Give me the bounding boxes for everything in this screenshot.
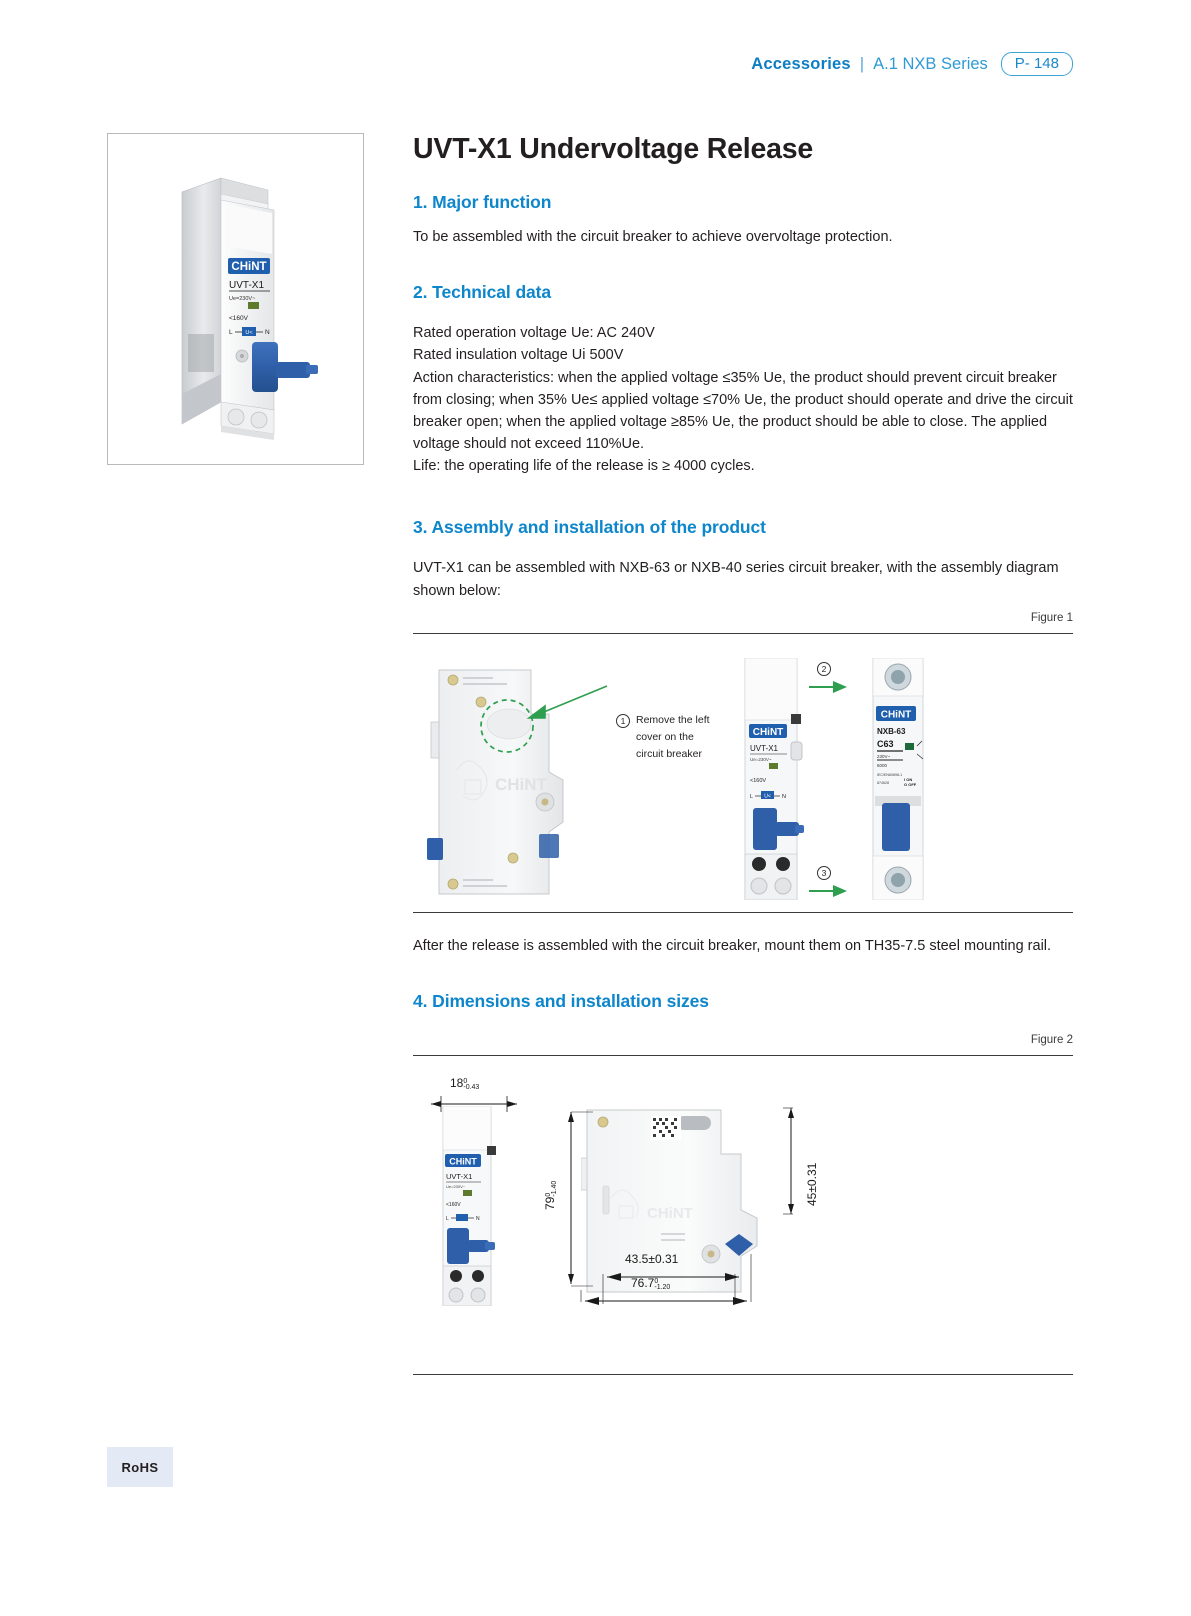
svg-text:CHiNT: CHiNT [231, 261, 267, 273]
figure-2-front-view [435, 1106, 501, 1306]
svg-text:CHiNT: CHiNT [449, 1156, 477, 1167]
after-figure-1-text: After the release is assembled with the circuit breaker, mount them on TH35-7.5 steel mounting rail. [413, 937, 1052, 954]
svg-text:6000: 6000 [877, 762, 888, 768]
figure-2 [413, 1070, 1073, 1360]
header-category: Accessories [751, 54, 851, 73]
page-header [751, 52, 1073, 76]
page-title: UVT-X1 Undervoltage Release [413, 133, 814, 165]
header-series: A.1 NXB Series [873, 54, 988, 73]
svg-text:L: L [750, 793, 754, 800]
dimension-depth-right-arrow [783, 1108, 799, 1218]
svg-text:Ue=230V~: Ue=230V~ [750, 756, 772, 762]
svg-text:I ON: I ON [904, 776, 913, 782]
page-number-badge: P- 148 [1001, 52, 1073, 76]
figure-1-callout-1 [616, 712, 720, 763]
svg-text:UVT-X1: UVT-X1 [446, 1171, 473, 1181]
figure-2-top-rule [413, 1055, 1073, 1056]
dimension-height-arrow [563, 1112, 579, 1287]
header-separator: | [859, 54, 865, 73]
figure-2-label: Figure 2 [1030, 1033, 1073, 1046]
callout-text-1: Remove the left cover on the circuit breaker [636, 713, 710, 760]
svg-text:N: N [782, 793, 786, 800]
svg-text:Ue=230V~: Ue=230V~ [229, 296, 256, 302]
figure-1 [413, 656, 1073, 906]
arrow-right-icon-bottom [809, 884, 849, 898]
figure-1-step-3 [817, 864, 831, 880]
dimension-height-value: 79 [543, 1196, 557, 1210]
dimension-depth-mid-arrow [603, 1270, 743, 1284]
section-3-text: UVT-X1 can be assembled with NXB-63 or NXB-40 series circuit breaker, with the assembly diagram shown below: [413, 560, 1059, 599]
section-heading-4: 4. Dimensions and installation sizes [413, 990, 709, 1011]
callout-number-2: 2 [817, 662, 831, 676]
svg-text:<160V: <160V [446, 1201, 461, 1208]
svg-text:N: N [265, 329, 270, 336]
dimension-depth-right-label: 45±0.31 [805, 1162, 819, 1206]
svg-text:874628: 874628 [877, 780, 889, 785]
figure-1-nxb63-breaker [871, 658, 929, 900]
dimension-width-label [450, 1076, 479, 1091]
svg-text:NXB-63: NXB-63 [877, 726, 906, 736]
svg-text:N: N [476, 1215, 480, 1222]
technical-data-block [413, 322, 1073, 477]
dimension-width-value: 18 [450, 1075, 464, 1090]
dimension-depth-total-arrow [581, 1294, 751, 1308]
svg-text:CHiNT: CHiNT [495, 774, 547, 794]
dimension-height-sub: -1.40 [551, 1180, 558, 1197]
dimension-depth-total-sub: -1.20 [654, 1283, 671, 1291]
svg-text:CHiNT: CHiNT [880, 709, 912, 721]
svg-text:UVT-X1: UVT-X1 [750, 743, 779, 753]
dimension-depth-mid-label: 43.5±0.31 [625, 1251, 679, 1266]
svg-text:U<: U< [245, 330, 253, 336]
dimension-height-label [543, 1181, 558, 1210]
section-heading-2: 2. Technical data [413, 282, 552, 303]
figure-1-uvt-module [743, 658, 805, 900]
figure-1-top-rule [413, 633, 1073, 634]
section-1-text: To be assembled with the circuit breaker to achieve overvoltage protection. [413, 229, 893, 245]
svg-text:Ue=230V~: Ue=230V~ [446, 1183, 466, 1189]
callout-number-3: 3 [817, 866, 831, 880]
tech-line-2: Rated insulation voltage Ui 500V [413, 347, 624, 364]
tech-line-4: Life: the operating life of the release is ≥ 4000 cycles. [413, 458, 755, 475]
svg-text:230V~: 230V~ [877, 753, 891, 759]
dimension-depth-total-value: 76.7 [631, 1275, 655, 1290]
dimension-depth-total-sup: 0 [654, 1277, 659, 1285]
arrow-right-icon-top [809, 680, 849, 694]
svg-text:L: L [229, 329, 233, 336]
dimension-height-sup: 0 [545, 1192, 552, 1197]
figure-1-breaker-side-view [421, 662, 611, 902]
figure-1-step-2 [817, 660, 831, 676]
svg-text:<160V: <160V [750, 777, 767, 784]
main-content [413, 133, 1073, 1375]
svg-text:U<: U< [764, 793, 771, 800]
figure-2-bottom-rule [413, 1374, 1073, 1375]
svg-text:L: L [446, 1215, 449, 1222]
svg-text:C63: C63 [877, 738, 894, 749]
dimension-width-sub: -0.43 [463, 1083, 480, 1091]
tech-line-1: Rated operation voltage Ue: AC 240V [413, 325, 655, 342]
section-heading-1: 1. Major function [413, 192, 552, 212]
svg-text:<160V: <160V [229, 315, 248, 322]
section-heading-3: 3. Assembly and installation of the product [413, 517, 766, 538]
figure-1-label: Figure 1 [1030, 611, 1073, 624]
svg-text:UVT-X1: UVT-X1 [229, 280, 265, 291]
callout-number-1: 1 [616, 714, 630, 728]
tech-line-3: Action characteristics: when the applied voltage ≤35% Ue, the product should prevent circuit breaker from closing; when 35% Ue≤ applied voltage ≤70% Ue, the product should operate and drive the circuit breaker open; when the applied voltage ≥85% Ue, the product should be able to close. The applied voltage should not exceed 110%Ue. [413, 369, 1073, 453]
svg-text:CHiNT: CHiNT [752, 726, 784, 738]
svg-text:IEC/EN60898-1: IEC/EN60898-1 [877, 772, 903, 777]
product-photo [108, 134, 363, 464]
dimension-depth-total-label [631, 1276, 670, 1291]
figure-1-bottom-rule [413, 912, 1073, 913]
rohs-badge: RoHS [107, 1447, 173, 1487]
svg-text:O OFF: O OFF [904, 781, 917, 787]
svg-text:CHiNT: CHiNT [647, 1204, 693, 1222]
dimension-width-sup: 0 [463, 1077, 468, 1085]
product-photo-box [107, 133, 364, 465]
